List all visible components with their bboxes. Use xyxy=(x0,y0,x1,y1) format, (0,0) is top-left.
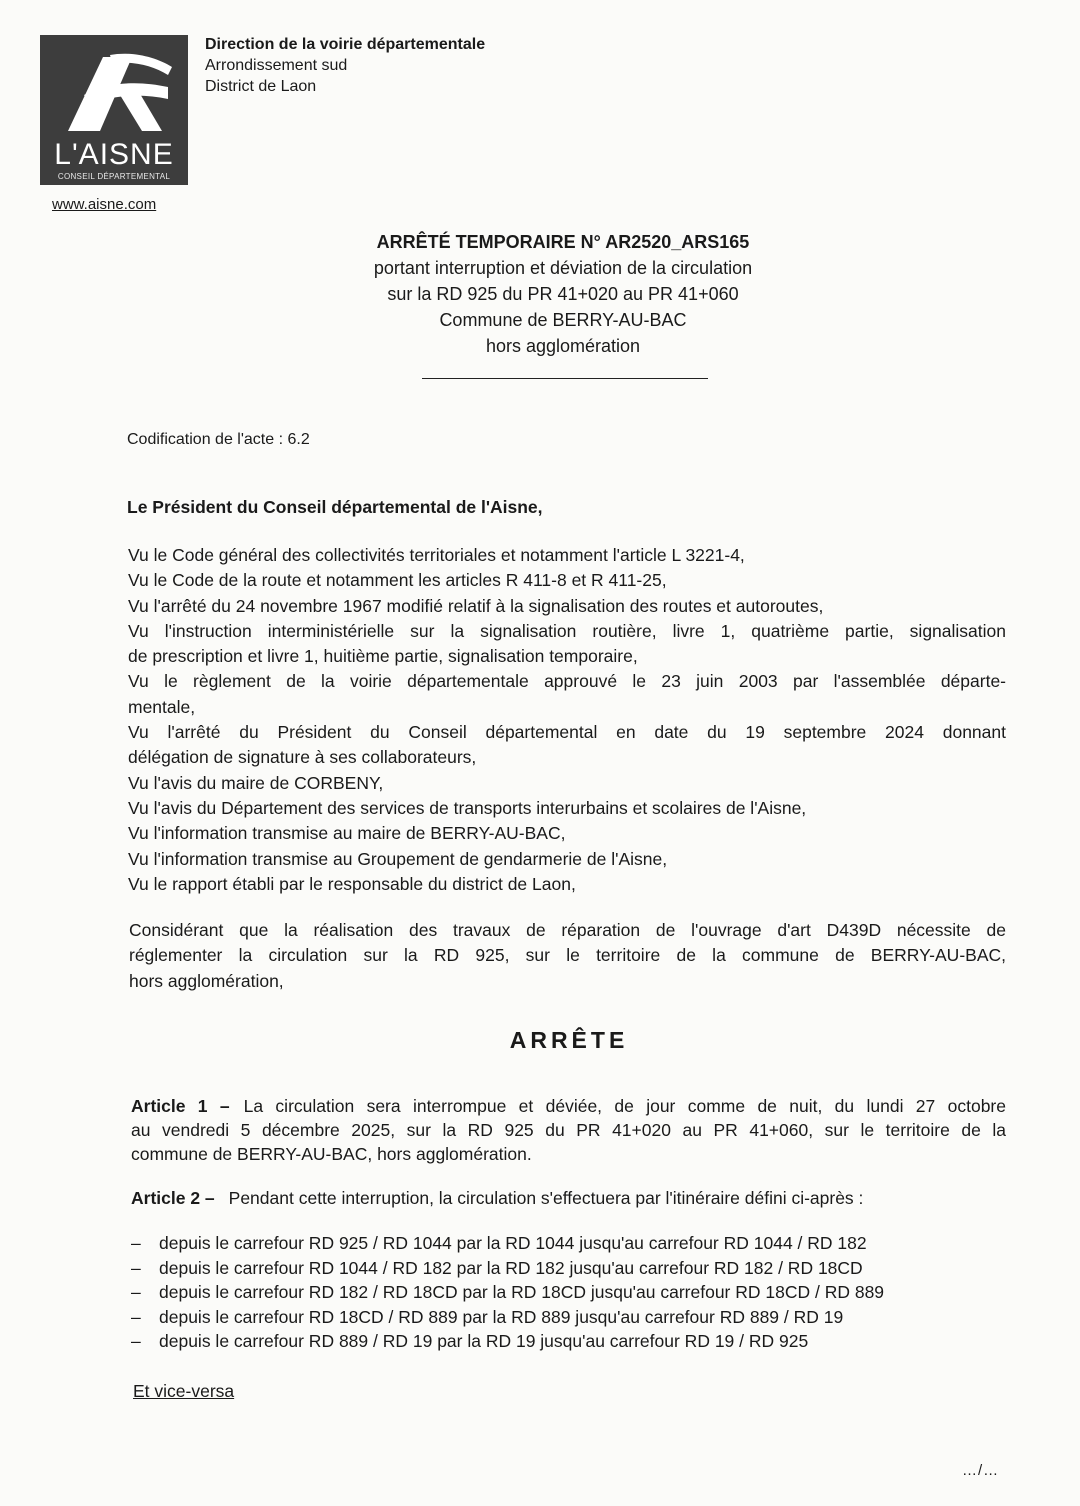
list-item xyxy=(131,1329,1031,1354)
considerant-paragraph xyxy=(129,918,1006,994)
list-item xyxy=(131,1305,1031,1330)
list-dash: – xyxy=(131,1257,141,1278)
vu-line: Vu l'instruction interministérielle sur la signalisation routière, livre 1, quatrième partie, signalisation xyxy=(128,620,1006,641)
vu-line: Vu l'avis du Département des services de transports interurbains et scolaires de l'Aisne, xyxy=(128,797,807,818)
article-1-label: Article 1 – xyxy=(131,1096,230,1116)
list-item xyxy=(131,1256,1031,1281)
vu-line: mentale, xyxy=(128,696,196,717)
vu-line: Vu l'arrêté du 24 novembre 1967 modifié relatif à la signalisation des routes et autoroutes, xyxy=(128,595,824,616)
issuing-department xyxy=(205,34,485,97)
list-item xyxy=(131,1231,1031,1256)
vu-line: Vu le Code général des collectivités territoriales et notamment l'article L 3221-4, xyxy=(128,545,745,565)
arrete-heading: ARRÊTE xyxy=(509,1027,629,1053)
direction-line: Direction de la voirie départementale xyxy=(205,36,486,53)
legal-references xyxy=(128,543,1006,897)
website-link[interactable]: www.aisne.com xyxy=(52,196,157,213)
logo-subtitle: CONSEIL DÉPARTEMENTAL xyxy=(57,172,171,181)
vu-line: de prescription et livre 1, huitième partie, signalisation temporaire, xyxy=(128,646,638,667)
vu-line: Vu le Code de la route et notamment les articles R 411-8 et R 411-25, xyxy=(128,570,667,591)
list-dash: – xyxy=(131,1233,141,1253)
vu-line: Vu l'avis du maire de CORBENY, xyxy=(128,772,384,793)
considerant-line: réglementer la circulation sur la RD 925, sur le territoire de la commune de BERRY-AU-BAC, xyxy=(129,945,1006,966)
article-2-label: Article 2 – xyxy=(131,1188,215,1208)
vu-line: Vu le règlement de la voirie départementale approuvé le 23 juin 2003 par l'assemblée départe- xyxy=(128,671,1006,692)
list-dash: – xyxy=(131,1331,141,1351)
title-line: portant interruption et déviation de la circulation xyxy=(373,258,753,278)
article-2 xyxy=(131,1186,1006,1210)
aisne-logo xyxy=(40,35,188,185)
article-1-line: commune de BERRY-AU-BAC, hors agglomération. xyxy=(131,1144,532,1164)
vu-line: Vu l'information transmise au maire de BERRY-AU-BAC, xyxy=(128,823,566,844)
page-continued-marker: …/… xyxy=(962,1462,1000,1479)
itinerary-step: depuis le carrefour RD 1044 / RD 182 par la RD 182 jusqu'au carrefour RD 182 / RD 18CD xyxy=(159,1257,863,1278)
title-divider xyxy=(422,378,708,379)
itinerary-step: depuis le carrefour RD 889 / RD 19 par la RD 19 jusqu'au carrefour RD 19 / RD 925 xyxy=(159,1331,809,1351)
vu-line: Vu l'arrêté du Président du Conseil départemental en date du 19 septembre 2024 donnant xyxy=(128,722,1006,743)
vu-line: Vu le rapport établi par le responsable du district de Laon, xyxy=(128,873,576,894)
president-heading: Le Président du Conseil départemental de l'Aisne, xyxy=(127,497,543,517)
article-1 xyxy=(131,1094,1006,1166)
itinerary-step: depuis le carrefour RD 925 / RD 1044 par la RD 1044 jusqu'au carrefour RD 1044 / RD 182 xyxy=(159,1233,867,1253)
decree-number: ARRÊTÉ TEMPORAIRE N° AR2520_ARS165 xyxy=(376,232,750,252)
itinerary-step: depuis le carrefour RD 18CD / RD 889 par la RD 889 jusqu'au carrefour RD 889 / RD 19 xyxy=(159,1306,844,1327)
title-line: sur la RD 925 du PR 41+020 au PR 41+060 xyxy=(387,284,739,304)
article-1-line: au vendredi 5 décembre 2025, sur la RD 925 du PR 41+020 au PR 41+060, sur le territoire de la xyxy=(131,1120,1006,1140)
considerant-line: hors agglomération, xyxy=(129,970,284,991)
list-dash: – xyxy=(131,1282,141,1302)
itinerary-step: depuis le carrefour RD 182 / RD 18CD par la RD 18CD jusqu'au carrefour RD 18CD / RD 889 xyxy=(159,1282,885,1302)
list-dash: – xyxy=(131,1306,141,1327)
title-line: hors agglomération xyxy=(485,336,641,356)
arrondissement-line: Arrondissement sud xyxy=(205,57,348,74)
vice-versa-note: Et vice-versa xyxy=(133,1381,235,1401)
vu-line: délégation de signature à ses collaborateurs, xyxy=(128,747,477,768)
decree-title xyxy=(250,229,876,359)
district-line: District de Laon xyxy=(205,78,317,95)
considerant-line: Considérant que la réalisation des travaux de réparation de l'ouvrage d'art D439D nécessite de xyxy=(129,920,1006,940)
act-codification: Codification de l'acte : 6.2 xyxy=(127,431,310,448)
title-line: Commune de BERRY-AU-BAC xyxy=(439,310,687,330)
article-1-line: La circulation sera interrompue et déviée, de jour comme de nuit, du lundi 27 octobre xyxy=(243,1096,1006,1116)
aisne-a-mark-icon xyxy=(40,35,188,145)
article-2-text: Pendant cette interruption, la circulation s'effectuera par l'itinéraire défini ci-après : xyxy=(228,1188,864,1208)
detour-itinerary xyxy=(131,1231,1031,1354)
vu-line: Vu l'information transmise au Groupement de gendarmerie de l'Aisne, xyxy=(128,848,668,869)
logo-name: L'AISNE xyxy=(54,138,174,171)
list-item xyxy=(131,1280,1031,1305)
